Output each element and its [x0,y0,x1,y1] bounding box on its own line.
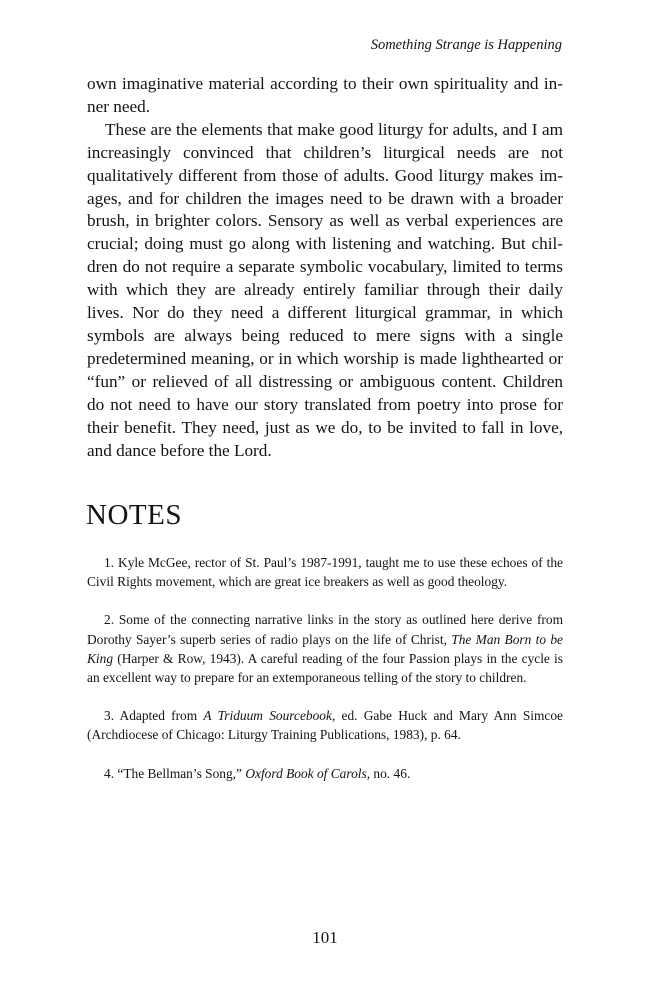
note-title: Oxford Book of Carols [245,765,367,781]
note-item [87,610,563,687]
note-text: (Harper & Row, 1943). A careful reading of the four Passion plays in the cycle is an excellent way to prepare for an extemporaneous telling of the story to children. [87,650,563,686]
note-item [87,764,563,783]
note-text: , no. 46. [366,765,411,781]
notes-list [87,553,563,802]
note-item [87,553,563,591]
note-text: 2. Some of the connecting narrative links in the story as outlined here derive from Dorothy Sayer’s superb series of radio plays on the life of Christ, [87,612,563,647]
notes-heading: NOTES [86,499,182,531]
running-head: Something Strange is Happening [370,37,562,53]
body-text [87,73,563,462]
note-text: 3. Adapted from [104,708,204,724]
note-title: The Man Born to be King [87,631,563,666]
note-title: A Triduum Sourcebook [203,708,332,724]
note-text: , ed. Gabe Huck and Mary Ann Simcoe (Archdiocese of Chicago: Liturgy Training Publications, 1983), p. 64. [87,708,563,743]
paragraph: These are the elements that make good liturgy for adults, and I am increasingly convinced that children’s liturgical needs are not qualitatively different from those of adults. Good liturgy makes images, and for children the images need to be drawn with a broader brush, in brighter colors. Sensory as well as verbal experiences are crucial; doing must go along with listening and watching. But children do not require a separate symbolic vocabulary, limited to terms with which they are already entirely familiar through their daily lives. Nor do they need a different liturgical grammar, in which symbols are always being reduced to mere signs with a single predetermined meaning, or in which worship is made lighthearted or “fun” or relieved of all distressing or ambiguous content. Children do not need to have our story translated from poetry into prose for their benefit. They need, just as we do, to be invited to fall in love, and dance before the Lord. [87,119,563,460]
paragraph: own imaginative material according to their own spirituality and inner need. [87,74,563,116]
page-number: 101 [312,928,338,947]
note-text: 4. “The Bellman’s Song,” [104,765,246,781]
note-item [87,706,563,744]
note-text: 1. Kyle McGee, rector of St. Paul’s 1987-1991, taught me to use these echoes of the Civil Rights movement, which are great ice breakers as well as good theology. [87,555,563,590]
